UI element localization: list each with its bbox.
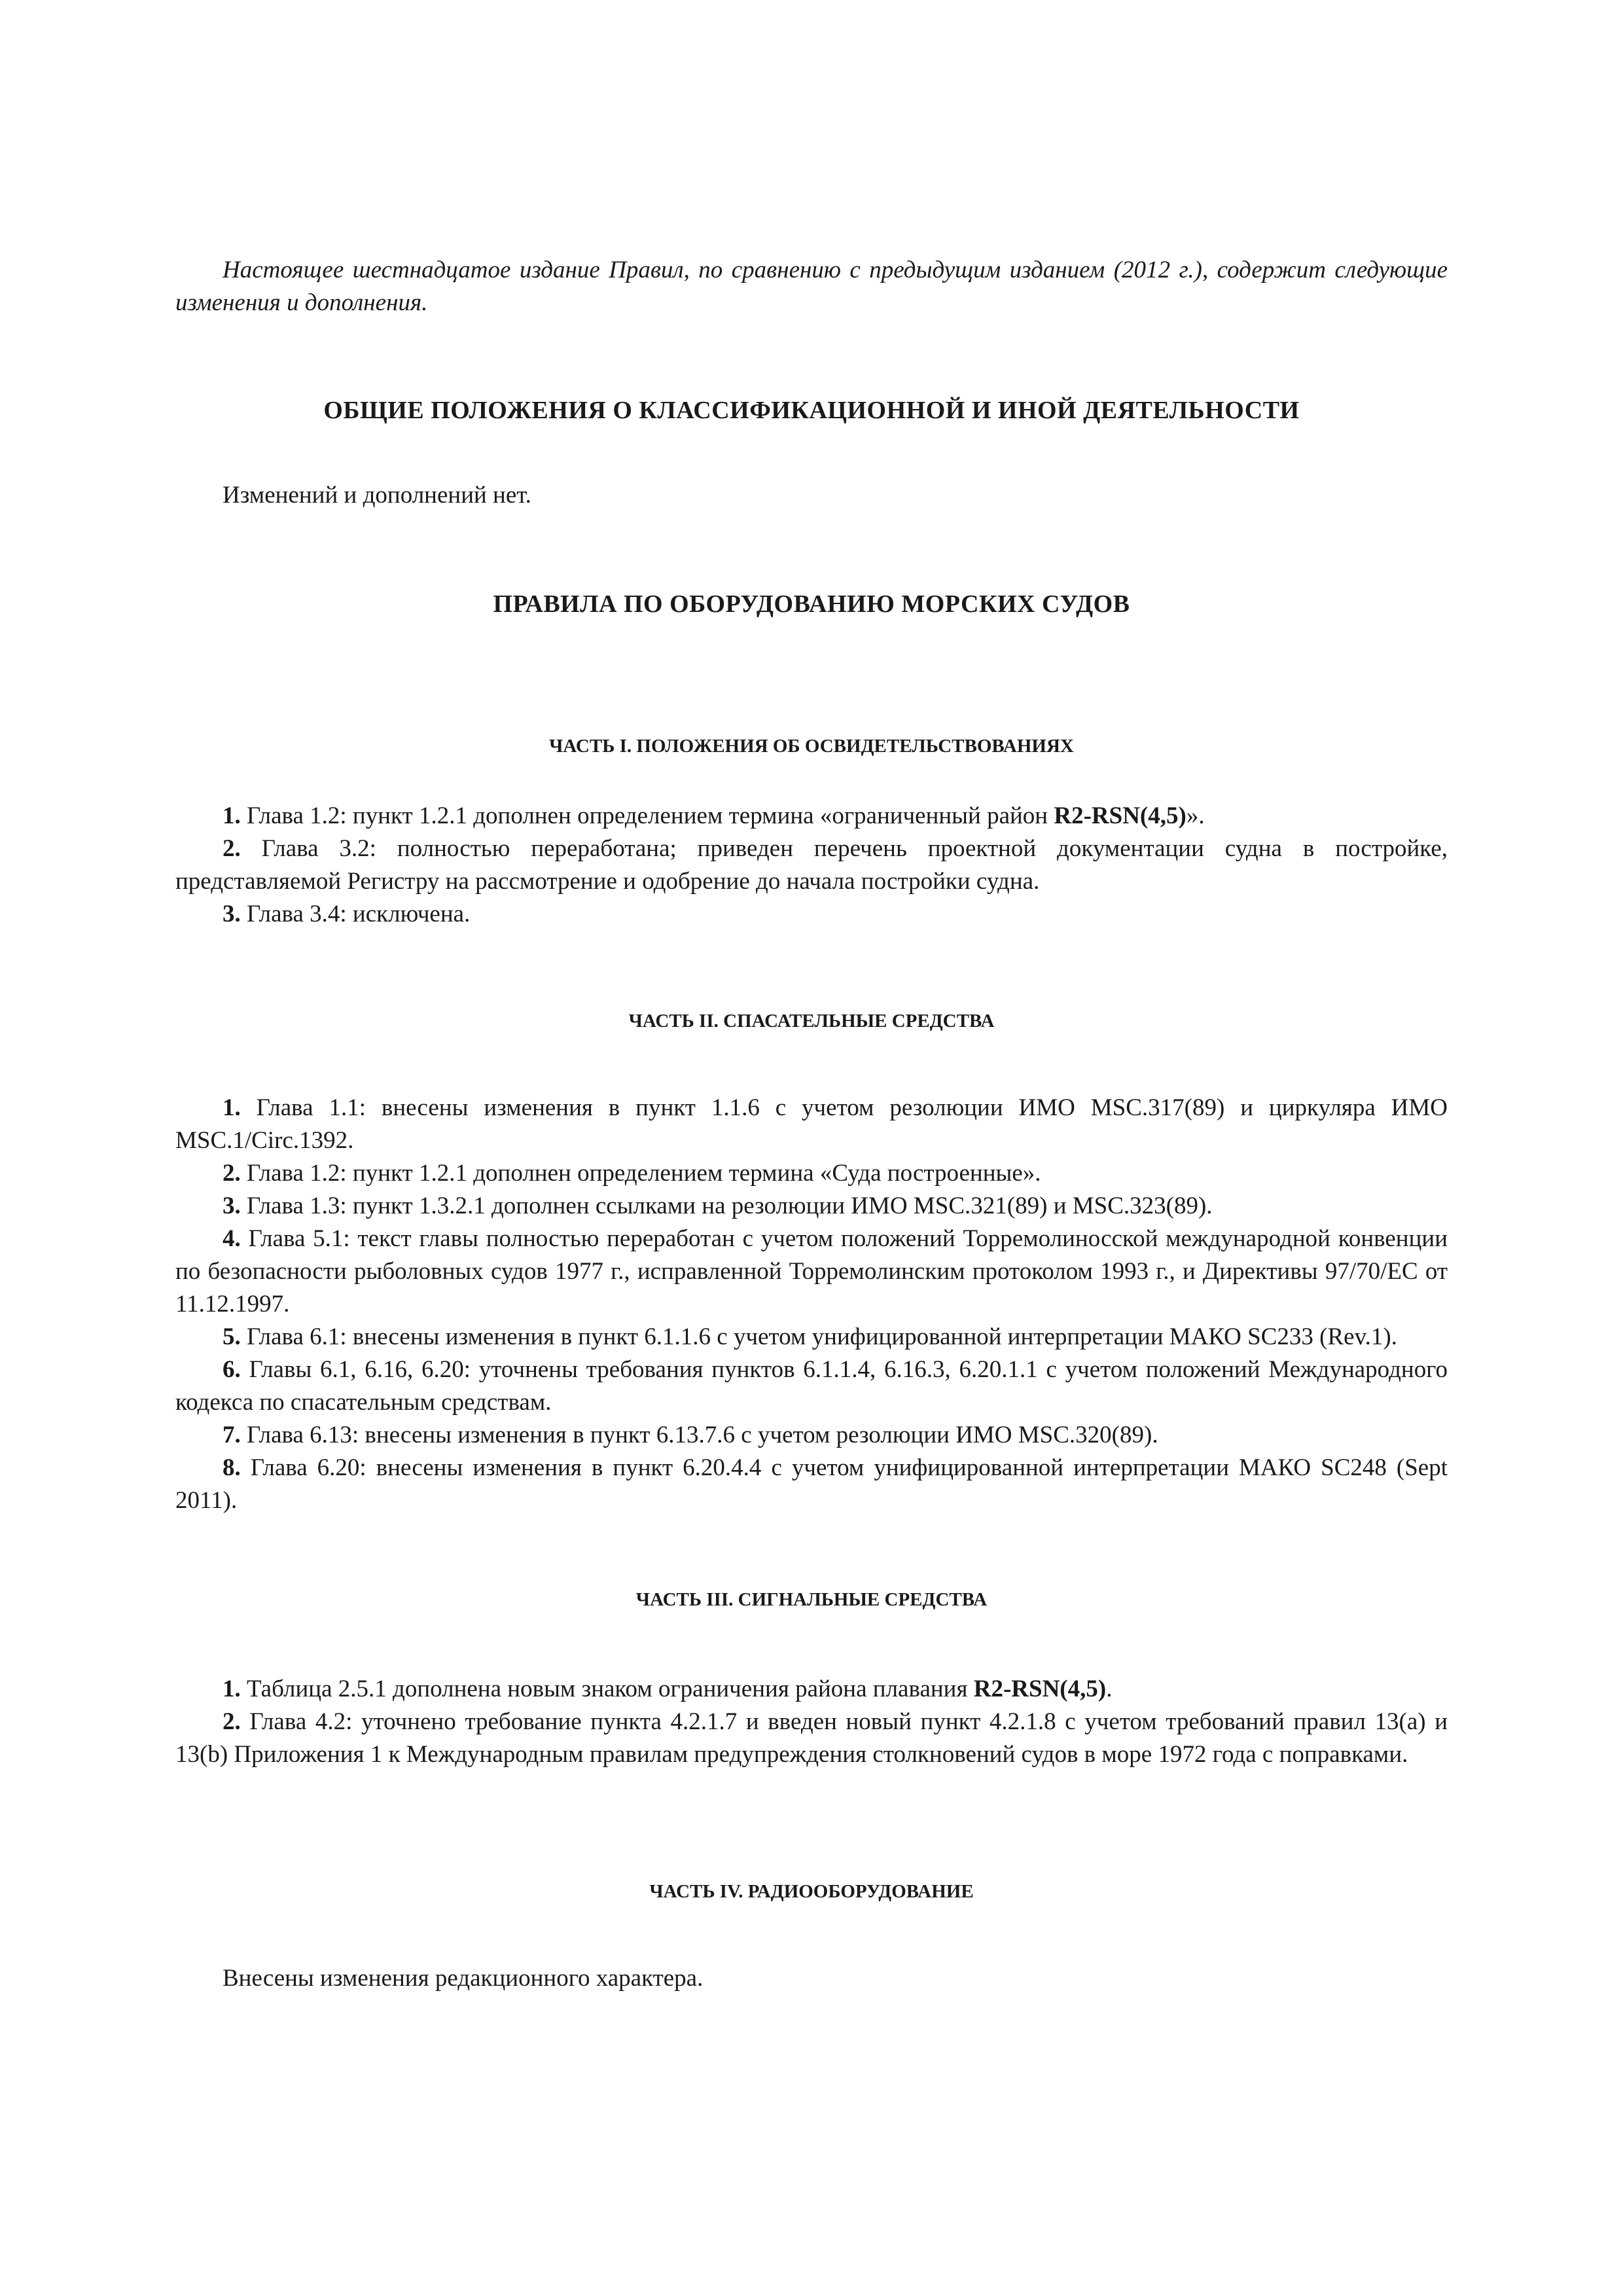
item-text: Глава 5.1: текст главы полностью переработан с учетом положений Торремолиносской международной конвенции по безопасности рыболовных судов 1977 г., исправленной Торремолинским протоколом 1993 г., и Директивы 97/70/ЕС от 11.12.1997. <box>175 1225 1448 1318</box>
intro-paragraph: Настоящее шестнадцатое издание Правил, по сравнению с предыдущим изданием (2012 г.), содержит следующие изменения и дополнения. <box>175 257 1448 316</box>
item-number: 3. <box>223 1193 241 1219</box>
part4-text: Внесены изменения редакционного характера. <box>223 1965 704 1992</box>
general-provisions-text: Изменений и дополнений нет. <box>223 482 531 509</box>
intro-section <box>175 254 1448 319</box>
item-number: 1. <box>223 1094 241 1121</box>
item-number: 1. <box>223 1676 241 1702</box>
list-item <box>175 1092 1448 1157</box>
general-provisions-heading: ОБЩИЕ ПОЛОЖЕНИЯ О КЛАССИФИКАЦИОННОЙ И ИНОЙ ДЕЯТЕЛЬНОСТИ <box>323 397 1300 424</box>
item-text: Глава 1.3: пункт 1.3.2.1 дополнен ссылками на резолюции ИМО MSC.321(89) и MSC.323(89). <box>240 1193 1213 1219</box>
part3-heading: ЧАСТЬ III. СИГНАЛЬНЫЕ СРЕДСТВА <box>635 1589 988 1610</box>
part1-heading: ЧАСТЬ I. ПОЛОЖЕНИЯ ОБ ОСВИДЕТЕЛЬСТВОВАНИЯХ <box>549 736 1074 757</box>
item-number: 1. <box>223 802 241 829</box>
list-item <box>175 1223 1448 1321</box>
item-text-tail: . <box>1106 1676 1113 1702</box>
area-code: R2-RSN(4,5) <box>1054 802 1186 829</box>
item-number: 4. <box>223 1225 241 1252</box>
list-item <box>175 1706 1448 1771</box>
item-number: 8. <box>223 1454 241 1481</box>
item-text: Глава 1.1: внесены изменения в пункт 1.1.6 с учетом резолюции ИМО MSC.317(89) и циркуляра ИМО MSC.1/Circ.1392. <box>175 1094 1448 1154</box>
list-item <box>175 1673 1448 1706</box>
list-item <box>175 1190 1448 1223</box>
item-text: Таблица 2.5.1 дополнена новым знаком ограничения района плавания <box>240 1676 974 1702</box>
item-text: Глава 6.20: внесены изменения в пункт 6.20.4.4 с учетом унифицированной интерпретации МАКО SC248 (Sept 2011). <box>175 1454 1448 1514</box>
part2-heading: ЧАСТЬ II. СПАСАТЕЛЬНЫЕ СРЕДСТВА <box>628 1011 995 1031</box>
part4-heading: ЧАСТЬ IV. РАДИООБОРУДОВАНИЕ <box>649 1881 974 1902</box>
list-item <box>175 1157 1448 1190</box>
item-text: Главы 6.1, 6.16, 6.20: уточнены требования пунктов 6.1.1.4, 6.16.3, 6.20.1.1 с учетом положений Международного кодекса по спасательным средствам. <box>175 1356 1448 1416</box>
part1-list <box>175 800 1448 931</box>
item-number: 3. <box>223 901 241 927</box>
item-number: 2. <box>223 1708 241 1735</box>
item-text: Глава 6.1: внесены изменения в пункт 6.1.1.6 с учетом унифицированной интерпретации МАКО SC233 (Rev.1). <box>240 1323 1397 1350</box>
list-item <box>175 1419 1448 1452</box>
list-item <box>175 898 1448 931</box>
rules-heading: ПРАВИЛА ПО ОБОРУДОВАНИЮ МОРСКИХ СУДОВ <box>493 590 1130 618</box>
item-text: Глава 1.2: пункт 1.2.1 дополнен определением термина «ограниченный район <box>240 802 1054 829</box>
part2-list <box>175 1092 1448 1517</box>
item-number: 6. <box>223 1356 241 1383</box>
general-provisions-section <box>175 479 1448 512</box>
item-text: Глава 3.4: исключена. <box>240 901 471 927</box>
item-text: Глава 3.2: полностью переработана; приведен перечень проектной документации судна в постройке, представляемой Регистру на рассмотрение и одобрение до начала постройки судна. <box>175 835 1448 895</box>
item-text: Глава 6.13: внесены изменения в пункт 6.13.7.6 с учетом резолюции ИМО MSC.320(89). <box>240 1422 1158 1448</box>
item-text: Глава 4.2: уточнено требование пункта 4.2.1.7 и введен новый пункт 4.2.1.8 с учетом требований правил 13(a) и 13(b) Приложения 1 к Международным правилам предупреждения столкновений судов в море 1972 года с поправками. <box>175 1708 1448 1768</box>
list-item <box>175 1354 1448 1419</box>
item-number: 2. <box>223 1160 241 1187</box>
area-code: R2-RSN(4,5) <box>973 1676 1107 1702</box>
item-number: 7. <box>223 1422 241 1448</box>
list-item <box>175 1321 1448 1354</box>
list-item <box>175 833 1448 898</box>
part4-section <box>175 1962 1448 1995</box>
list-item <box>175 1452 1448 1517</box>
item-text: Глава 1.2: пункт 1.2.1 дополнен определением термина «Суда построенные». <box>240 1160 1041 1187</box>
item-number: 2. <box>223 835 241 862</box>
item-number: 5. <box>223 1323 241 1350</box>
item-text-tail: ». <box>1186 802 1205 829</box>
part3-list <box>175 1673 1448 1771</box>
list-item <box>175 800 1448 833</box>
